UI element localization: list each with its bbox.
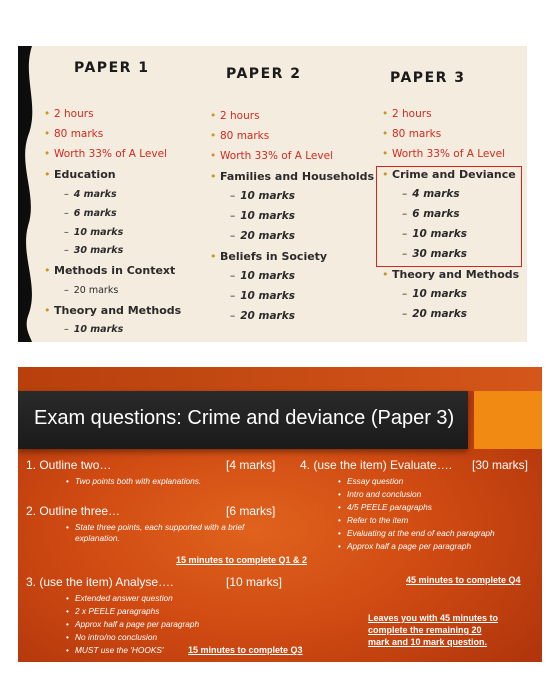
paper-2-beliefs: • Beliefs in Society <box>220 250 327 263</box>
paper-2-title: PAPER 2 <box>226 66 302 82</box>
time-q1-q2: 15 minutes to complete Q1 & 2 <box>176 555 308 565</box>
families-marks-item: – 10 marks <box>230 210 295 222</box>
papers-overview-slide <box>18 46 527 342</box>
q1-text: 1. Outline two… <box>26 458 112 472</box>
accent-square <box>474 391 542 449</box>
paper-2-worth: • Worth 33% of A Level <box>220 150 333 162</box>
title-bar <box>18 391 468 449</box>
families-marks-item: – 20 marks <box>230 230 295 242</box>
remaining-time-line-1: Leaves you with 45 minutes to <box>368 613 499 623</box>
education-marks-item: – 10 marks <box>64 227 124 238</box>
q4-bullet: • Intro and conclusion <box>347 489 421 499</box>
education-marks-item: – 6 marks <box>64 208 117 219</box>
paper-1-title: PAPER 1 <box>74 60 150 76</box>
q4-text: 4. (use the item) Evaluate…. <box>300 458 453 472</box>
time-q4: 45 minutes to complete Q4 <box>406 575 521 585</box>
slide-title: Exam questions: Crime and deviance (Paper 3) <box>34 407 455 429</box>
education-marks-item: – 30 marks <box>64 245 124 256</box>
education-marks-item: – 4 marks <box>64 189 117 200</box>
crime-marks-item: – 10 marks <box>402 228 467 240</box>
paper-3-hours: • 2 hours <box>392 108 432 120</box>
paper-1-hours: • 2 hours <box>54 108 94 120</box>
families-marks-item: – 10 marks <box>230 190 295 202</box>
crime-deviance-highlight-box <box>376 166 522 267</box>
crime-marks-item: – 6 marks <box>402 208 460 220</box>
q3-bullet: • No intro/no conclusion <box>75 632 157 642</box>
paper-3-theory: • Theory and Methods <box>392 268 519 281</box>
q3-text: 3. (use the item) Analyse…. <box>26 575 174 589</box>
q2-text: 2. Outline three… <box>26 504 121 518</box>
paper-1-education: • Education <box>54 168 116 181</box>
paper-1-worth: • Worth 33% of A Level <box>54 148 167 160</box>
q1-bullet: • Two points both with explanations. <box>75 476 201 486</box>
crime-marks-item: – 4 marks <box>402 188 460 200</box>
theory-methods-marks: – 10 marks <box>64 324 124 335</box>
theory-marks-item: – 10 marks <box>402 288 467 300</box>
paper-1-theory-methods: • Theory and Methods <box>54 304 181 317</box>
paper-3-worth: • Worth 33% of A Level <box>392 148 505 160</box>
q3-bullet: • Extended answer question <box>75 593 173 603</box>
crime-marks-item: – 30 marks <box>402 248 467 260</box>
remaining-time-line-3: mark and 10 mark question. <box>368 637 488 647</box>
paper-1-marks: • 80 marks <box>54 128 103 140</box>
q1-marks: [4 marks] <box>226 458 276 472</box>
paper-2-marks: • 80 marks <box>220 130 269 142</box>
paper-2-families: • Families and Households <box>220 170 374 183</box>
paper-3-title: PAPER 3 <box>390 70 466 86</box>
q4-bullet: • Essay question <box>347 476 403 486</box>
decorative-wave-border <box>18 46 48 342</box>
q3-bullet: • Approx half a page per paragraph <box>75 619 199 629</box>
q4-bullet: • Refer to the item <box>347 515 408 525</box>
top-band <box>18 367 542 391</box>
exam-questions-slide <box>18 367 542 662</box>
time-q3: 15 minutes to complete Q3 <box>188 645 303 655</box>
beliefs-marks-item: – 10 marks <box>230 290 295 302</box>
q4-marks: [30 marks] <box>472 458 529 472</box>
q4-bullet: • 4/5 PEELE paragraphs <box>347 502 432 512</box>
q3-marks: [10 marks] <box>226 575 283 589</box>
beliefs-marks-item: – 10 marks <box>230 270 295 282</box>
q2-bullet-continued: explanation. <box>75 533 120 543</box>
paper-3-marks: • 80 marks <box>392 128 441 140</box>
q2-marks: [6 marks] <box>226 504 276 518</box>
q3-bullet: • MUST use the 'HOOKS' <box>75 645 163 655</box>
remaining-time-line-2: complete the remaining 20 <box>368 625 482 635</box>
q4-bullet: • Evaluating at the end of each paragraph <box>347 528 495 538</box>
paper-2-hours: • 2 hours <box>220 110 260 122</box>
q4-bullet: • Approx half a page per paragraph <box>347 541 471 551</box>
paper-3-crime: • Crime and Deviance <box>392 168 516 181</box>
beliefs-marks-item: – 20 marks <box>230 310 295 322</box>
paper-1-methods-context: • Methods in Context <box>54 264 175 277</box>
q2-bullet: • State three points, each supported with a brief <box>75 522 244 532</box>
methods-context-marks: – 20 marks <box>64 285 119 296</box>
q3-bullet: • 2 x PEELE paragraphs <box>75 606 159 616</box>
theory-marks-item: – 20 marks <box>402 308 467 320</box>
